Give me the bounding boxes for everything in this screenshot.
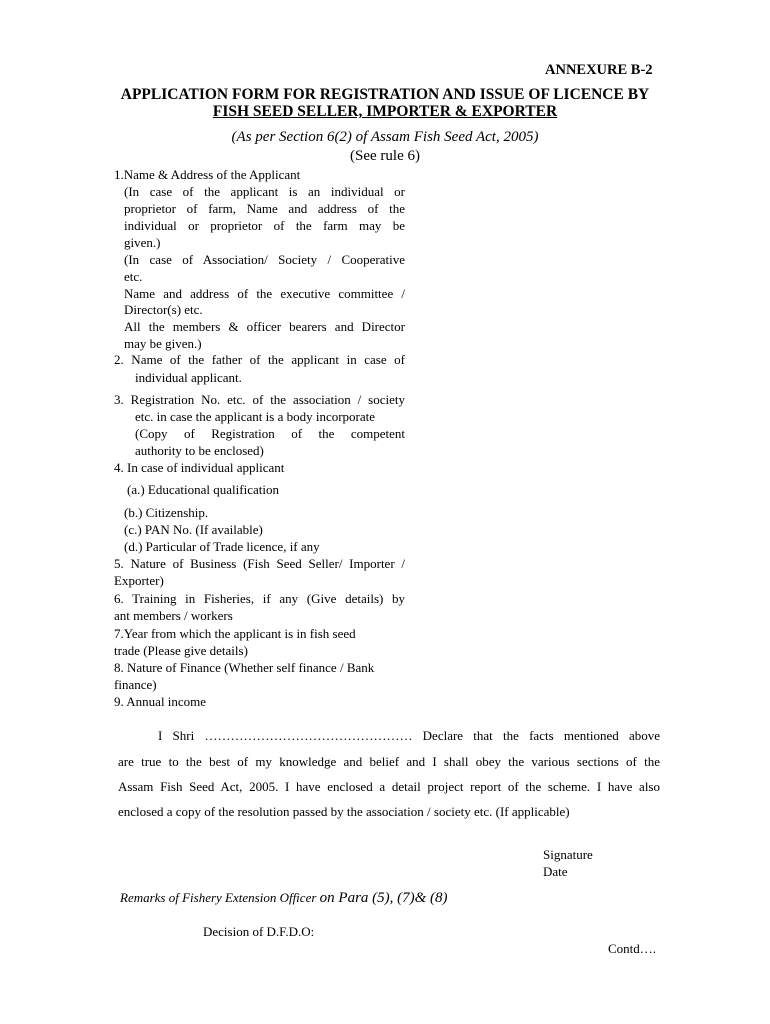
item1-line: Name and address of the executive committee / [124,286,405,301]
item5-line: Exporter) [114,573,164,588]
item3-title: 3. Registration No. etc. of the association / society [114,392,405,407]
item1-line: given.) [124,235,161,250]
item1-title: 1.Name & Address of the Applicant [114,167,301,182]
item5-title: 5. Nature of Business (Fish Seed Seller/ Importer / [114,556,405,571]
remarks-line [120,889,448,907]
item4-sub: (a.) Educational qualification [127,482,279,497]
declaration-line: I Shri ………………………………………… Declare that the facts mentioned above [158,728,660,743]
date-label: Date [543,864,568,879]
act-reference: (As per Section 6(2) of Assam Fish Seed Act, 2005) [231,129,539,145]
item4-sub: (b.) Citizenship. [124,505,209,520]
item6-line: ant members / workers [114,608,233,623]
item1-line: (In case of Association/ Society / Cooperative [124,252,405,267]
item2-title: 2. Name of the father of the applicant in case of [114,352,405,367]
signature-label: Signature [543,847,593,862]
declaration-line: enclosed a copy of the resolution passed by the association / society etc. (If applicable) [118,804,570,819]
item9-title: 9. Annual income [114,694,207,709]
item3-line: etc. in case the applicant is a body incorporate [135,409,376,424]
item7-line: trade (Please give details) [114,643,248,658]
declaration-line: are true to the best of my knowledge and belief and I shall obey the various sections of the [118,754,660,769]
item1-line: individual or proprietor of the farm may be [124,218,405,233]
item7-title: 7.Year from which the applicant is in fish seed [114,626,356,641]
item2-line: individual applicant. [135,370,242,385]
item1-line: may be given.) [124,336,202,351]
contd-label: Contd…. [608,941,657,956]
item1-line: etc. [124,269,143,284]
form-title-line1: APPLICATION FORM FOR REGISTRATION AND ISSUE OF LICENCE BY [120,86,650,103]
form-title-line2: FISH SEED SELLER, IMPORTER & EXPORTER [212,103,558,120]
decision-label: Decision of D.F.D.O: [203,924,315,939]
remarks-para: on Para (5), (7)& (8) [319,890,448,906]
item8-line: finance) [114,677,157,692]
annexure-label: ANNEXURE B-2 [545,62,653,78]
rule-reference: (See rule 6) [350,148,420,164]
item4-sub: (d.) Particular of Trade licence, if any [124,539,320,554]
declaration-line: Assam Fish Seed Act, 2005. I have enclosed a detail project report of the scheme. I have also [118,779,660,794]
item1-line: (In case of the applicant is an individual or [124,184,405,199]
item6-title: 6. Training in Fisheries, if any (Give details) by [114,591,405,606]
remarks-label: Remarks of Fishery Extension Officer [120,890,320,905]
item1-line: Director(s) etc. [124,302,203,317]
item3-line: (Copy of Registration of the competent [135,426,405,441]
item1-line: All the members & officer bearers and Director [124,319,405,334]
item4-sub: (c.) PAN No. (If available) [124,522,263,537]
item3-line: authority to be enclosed) [135,443,264,458]
item4-title: 4. In case of individual applicant [114,460,285,475]
item1-line: proprietor of farm, Name and address of the [124,201,405,216]
item8-title: 8. Nature of Finance (Whether self finance / Bank [114,660,375,675]
